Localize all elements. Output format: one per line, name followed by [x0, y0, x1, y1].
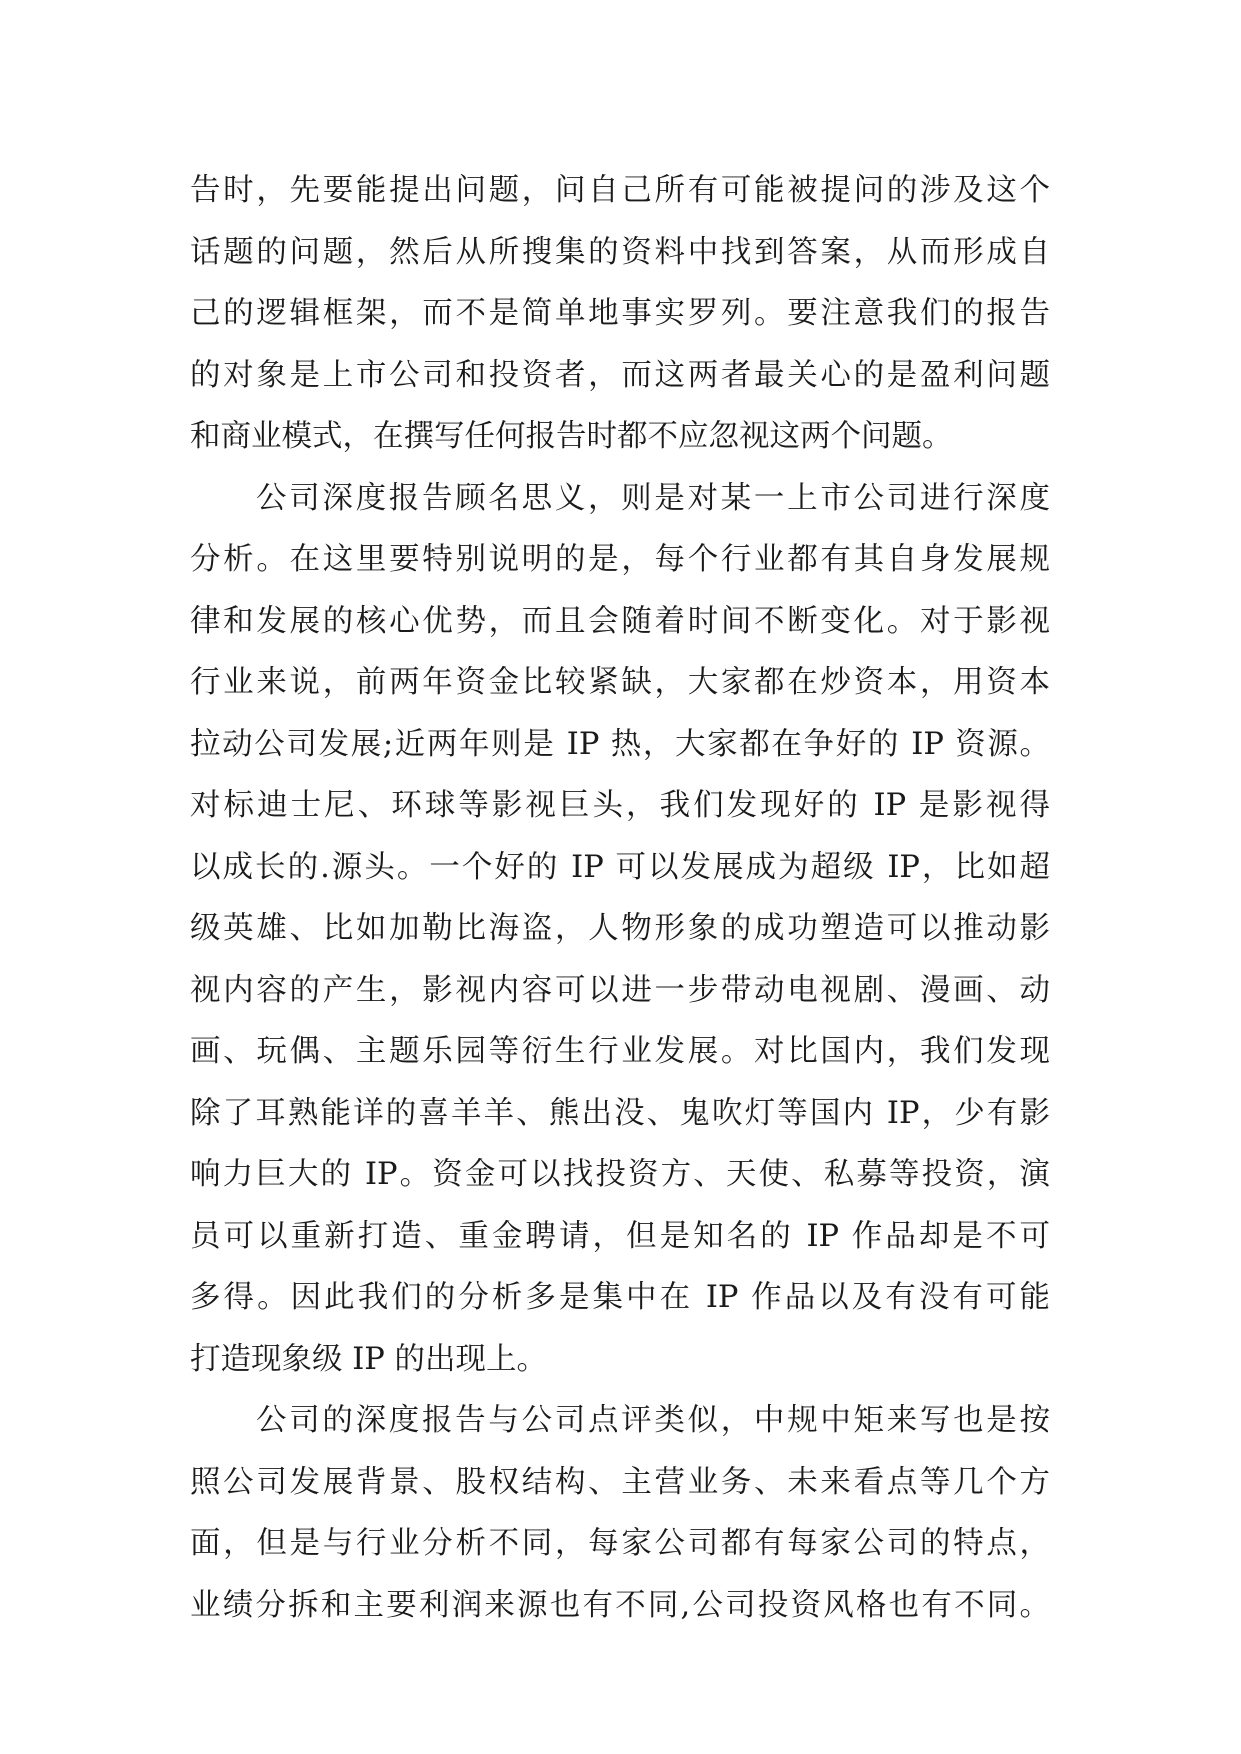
text-line: 律和发展的核心优势，而且会随着时间不断变化。对于影视	[190, 603, 1050, 639]
text-line: 行业来说，前两年资金比较紧缺，大家都在炒资本，用资本	[190, 665, 1050, 700]
text-line: 员可以重新打造、重金聘请，但是知名的 IP 作品却是不可	[190, 1218, 1050, 1254]
text-line: 的对象是上市公司和投资者，而这两者最关心的是盈利问题	[190, 357, 1050, 393]
text-line: 照公司发展背景、股权结构、主营业务、未来看点等几个方	[190, 1464, 1050, 1500]
text-line: 公司的深度报告与公司点评类似，中规中矩来写也是按	[256, 1403, 1050, 1438]
text-line: 对标迪士尼、环球等影视巨头，我们发现好的 IP 是影视得	[190, 788, 1050, 823]
text-line: 分析。在这里要特别说明的是，每个行业都有其自身发展规	[190, 542, 1050, 577]
body-text	[190, 160, 1050, 1636]
text-line: 业绩分拆和主要利润来源也有不同,公司投资风格也有不同。	[190, 1587, 1050, 1623]
text-line: 话题的问题，然后从所搜集的资料中找到答案，从而形成自	[190, 234, 1050, 270]
text-line: 面，但是与行业分析不同，每家公司都有每家公司的特点，	[190, 1526, 1050, 1561]
text-line: 打造现象级 IP 的出现上。	[190, 1341, 547, 1377]
text-line: 公司深度报告顾名思义，则是对某一上市公司进行深度	[256, 480, 1050, 516]
text-line: 以成长的.源头。一个好的 IP 可以发展成为超级 IP，比如超	[190, 849, 1050, 885]
text-line: 画、玩偶、主题乐园等衍生行业发展。对比国内，我们发现	[190, 1034, 1050, 1069]
paragraph-1	[190, 160, 1050, 468]
text-line: 多得。因此我们的分析多是集中在 IP 作品以及有没有可能	[190, 1280, 1050, 1315]
text-line: 视内容的产生，影视内容可以进一步带动电视剧、漫画、动	[190, 972, 1050, 1008]
text-line: 拉动公司发展;近两年则是 IP 热，大家都在争好的 IP 资源。	[190, 726, 1050, 762]
text-line: 和商业模式，在撰写任何报告时都不应忽视这两个问题。	[190, 419, 953, 454]
text-line: 己的逻辑框架，而不是简单地事实罗列。要注意我们的报告	[190, 296, 1050, 331]
text-line: 除了耳熟能详的喜羊羊、熊出没、鬼吹灯等国内 IP，少有影	[190, 1095, 1050, 1131]
text-line: 响力巨大的 IP。资金可以找投资方、天使、私募等投资，演	[190, 1157, 1050, 1192]
text-line: 级英雄、比如加勒比海盗，人物形象的成功塑造可以推动影	[190, 911, 1050, 946]
paragraph-3	[190, 1390, 1050, 1636]
text-line: 告时，先要能提出问题，问自己所有可能被提问的涉及这个	[190, 173, 1050, 208]
paragraph-2	[190, 468, 1050, 1391]
